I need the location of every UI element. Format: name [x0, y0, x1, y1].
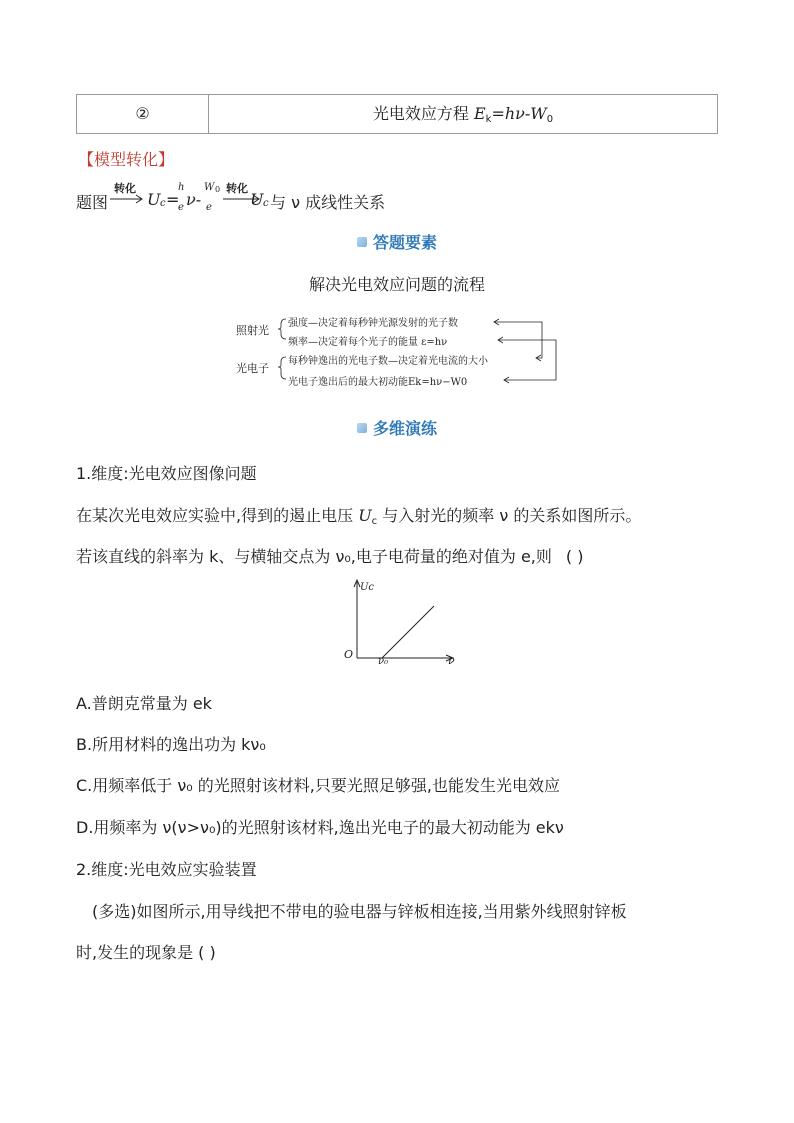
uc-subscript-2: c — [263, 198, 269, 209]
q1-option-b[interactable]: B.所用材料的逸出功为 kν₀ — [76, 735, 266, 754]
q2-stem-line1: (多选)如图所示,用导线把不带电的验电器与锌板相连接,当用紫外线照射锌板 — [92, 902, 627, 921]
q1-stem-b: 与入射光的频率 ν 的关系如图所示。 — [377, 506, 642, 525]
equation-E: E — [473, 104, 486, 123]
q1-stem-a: 在某次光电效应实验中,得到的遏止电压 — [76, 506, 359, 525]
frac-e-1: e — [178, 202, 184, 213]
q1-stem2-text: 若该直线的斜率为 k、与横轴交点为 ν₀,电子电荷量的绝对值为 e,则 — [76, 547, 552, 566]
q1-graph — [340, 578, 464, 670]
model-tag: 【模型转化】 — [78, 150, 175, 169]
q1-option-d[interactable]: D.用频率为 ν(ν>ν₀)的光照射该材料,逸出光电子的最大初动能为 ekν — [76, 818, 564, 837]
q1-option-a[interactable]: A.普朗克常量为 ek — [76, 694, 212, 713]
q1-graph-ylabel: Uc — [360, 582, 375, 593]
section-label: 多维演练 — [372, 419, 437, 438]
frac-h: h — [178, 182, 185, 193]
flow-group-incident-light: 照射光 — [236, 324, 269, 337]
flow-group-photoelectron: 光电子 — [236, 362, 269, 375]
uc-symbol-2: U — [250, 190, 264, 209]
equals-sign: = — [166, 190, 180, 209]
frac-e-2: e — [206, 202, 212, 213]
q1-stem-U: U — [358, 506, 372, 525]
q1-stem-line2 — [76, 544, 583, 567]
flow-title: 解决光电效应问题的流程 — [308, 275, 485, 294]
section-icon — [357, 423, 367, 433]
model-tail-text: 与 ν 成线性关系 — [270, 193, 386, 212]
q1-graph-axes — [340, 578, 464, 670]
model-lead: 题图 — [76, 193, 109, 212]
q1-answer-paren: ( ) — [565, 547, 584, 566]
nu-minus: ν- — [186, 190, 202, 209]
arrow-1-label: 转化 — [114, 182, 136, 195]
table-cell-number: ② — [135, 104, 150, 123]
q1-graph-x0: ν₀ — [378, 656, 389, 667]
equation-zero: 0 — [546, 114, 554, 125]
q1-stem-c: c — [371, 516, 378, 527]
q1-graph-xlabel: ν — [448, 654, 455, 667]
q1-option-c[interactable]: C.用频率低于 ν₀ 的光照射该材料,只要光照足够强,也能发生光电效应 — [76, 776, 560, 795]
q1-graph-origin: O — [344, 648, 354, 661]
q1-heading: 1.维度:光电效应图像问题 — [76, 464, 257, 483]
q1-stem-line1 — [76, 503, 641, 527]
formula-table-row — [76, 94, 718, 134]
flow-diagram — [232, 312, 562, 388]
flow-g2-max-ke: 光电子逸出后的最大初动能Ek=hν−W0 — [288, 377, 468, 388]
q2-heading: 2.维度:光电效应实验装置 — [76, 860, 257, 879]
arrow-2-label: 转化 — [226, 182, 248, 195]
equation-k: k — [485, 114, 492, 125]
flow-g2-count: 每秒钟逸出的光电子数—决定着光电流的大小 — [288, 356, 488, 367]
flow-g1-frequency: 频率—决定着每个光子的能量 ε=hν — [288, 337, 448, 348]
uc-symbol: U — [147, 190, 161, 209]
section-icon — [357, 237, 367, 247]
section-label: 答题要素 — [372, 233, 437, 252]
section-answer-elements — [0, 230, 794, 253]
uc-subscript: c — [160, 198, 166, 209]
flow-g1-intensity: 强度—决定着每秒钟光源发射的光子数 — [288, 318, 458, 329]
equation-rest: =hν-W — [491, 104, 547, 123]
table-cell-equation — [209, 95, 717, 133]
frac-w-sub: 0 — [215, 185, 221, 194]
q2-stem-line2: 时,发生的现象是 ( ) — [76, 943, 216, 962]
frac-w: W — [204, 182, 215, 193]
section-multi-practice — [0, 416, 794, 439]
equation-label: 光电效应方程 — [372, 104, 474, 123]
